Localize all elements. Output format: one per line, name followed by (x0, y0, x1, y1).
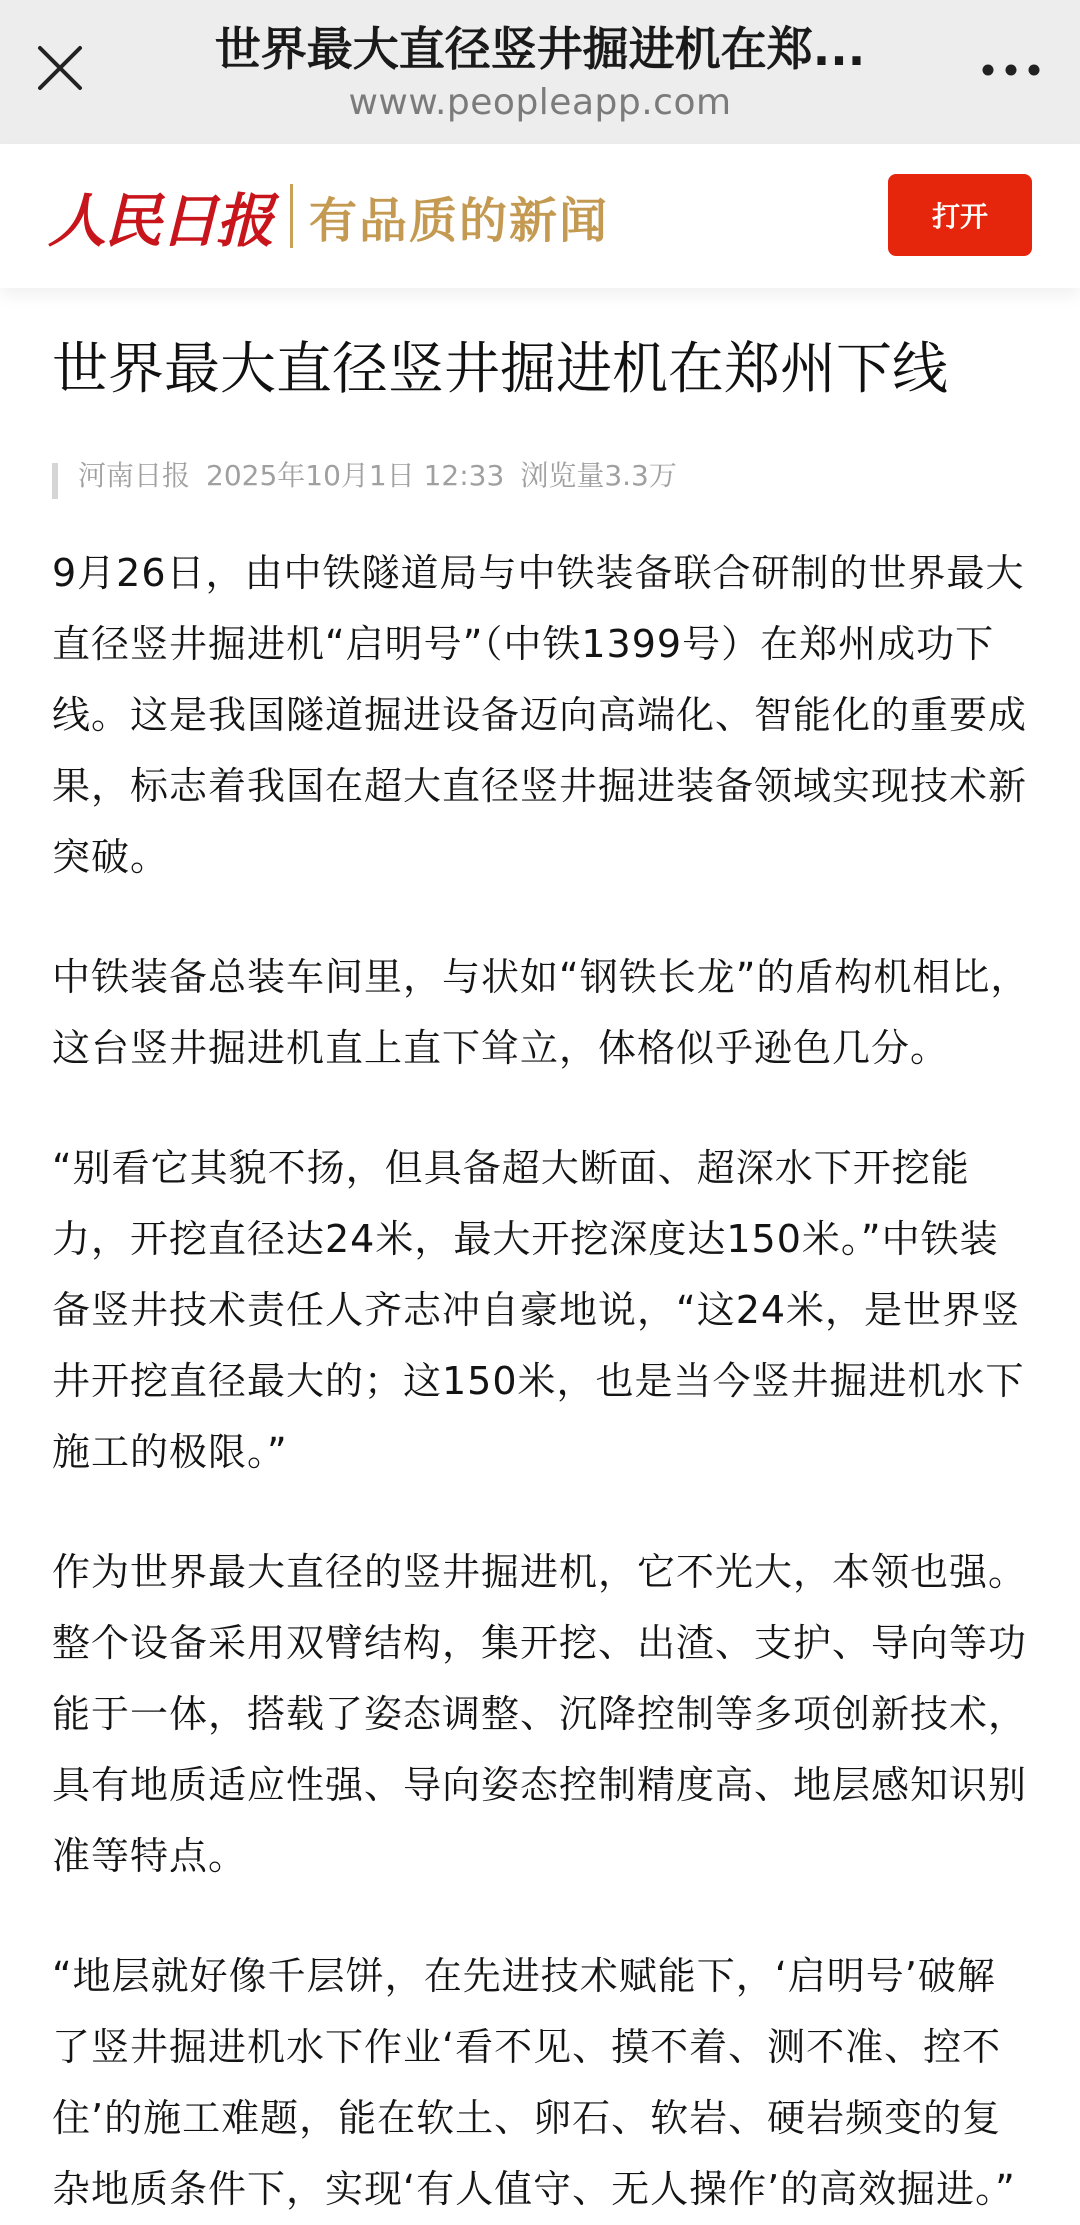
article-paragraph: “地层就好像千层饼，在先进技术赋能下，‘启明号’破解了竖井掘进机水下作业‘看不见、摸不着、测不准、控不住’的施工难题，能在软土、卵石、软岩、硬岩频变的复杂地质条件下，实现‘有人值守、无人操作’的高效掘进。” (52, 1954, 1016, 2211)
title-block (150, 18, 930, 126)
browser-top-bar (0, 0, 1080, 144)
article-paragraph: 作为世界最大直径的竖井掘进机，它不光大，本领也强。整个设备采用双臂结构，集开挖、出渣、支护、导向等功能于一体，搭载了姿态调整、沉降控制等多项创新技术，具有地质适应性强、导向姿态控制精度高、地层感知识别准等特点。 (52, 1550, 1028, 1878)
page-url: www.peopleapp.com (348, 82, 732, 123)
page-title: 世界最大直径竖井掘进机在郑... (214, 22, 866, 76)
article-views: 浏览量3.3万 (520, 459, 677, 492)
open-app-button[interactable]: 打开 (888, 174, 1032, 256)
close-button[interactable] (30, 38, 90, 98)
article-source: 河南日报 (78, 459, 191, 492)
app-logo (48, 174, 609, 258)
logo-divider (290, 184, 293, 248)
close-icon (37, 45, 83, 91)
meta-accent-bar (52, 463, 58, 499)
article-paragraph: 9月26日，由中铁隧道局与中铁装备联合研制的世界最大直径竖井掘进机“启明号”（中铁1399号）在郑州成功下线。这是我国隧道掘进设备迈向高端化、智能化的重要成果，标志着我国在超大直径竖井掘进装备领域实现技术新突破。 (52, 551, 1028, 879)
more-options-button[interactable] (976, 50, 1046, 90)
app-banner (0, 144, 1080, 288)
article-title: 世界最大直径竖井掘进机在郑州下线 (52, 337, 948, 402)
article (52, 330, 1032, 2225)
article-paragraph: “别看它其貌不扬，但具备超大断面、超深水下开挖能力，开挖直径达24米，最大开挖深度达150米。”中铁装备竖井技术责任人齐志冲自豪地说，“这24米，是世界竖井开挖直径最大的；这150米，也是当今竖井掘进机水下施工的极限。” (52, 1146, 1025, 1474)
logo-wordmark: 人民日报 (48, 187, 273, 255)
more-dots-icon (981, 63, 1041, 77)
article-datetime: 2025年10月1日 12:33 (206, 459, 505, 492)
logo-slogan: 有品质的新闻 (309, 192, 610, 249)
article-meta (52, 454, 1032, 494)
article-paragraph: 中铁装备总装车间里，与状如“钢铁长龙”的盾构机相比，这台竖井掘进机直上直下耸立，体格似乎逊色几分。 (52, 955, 1030, 1070)
